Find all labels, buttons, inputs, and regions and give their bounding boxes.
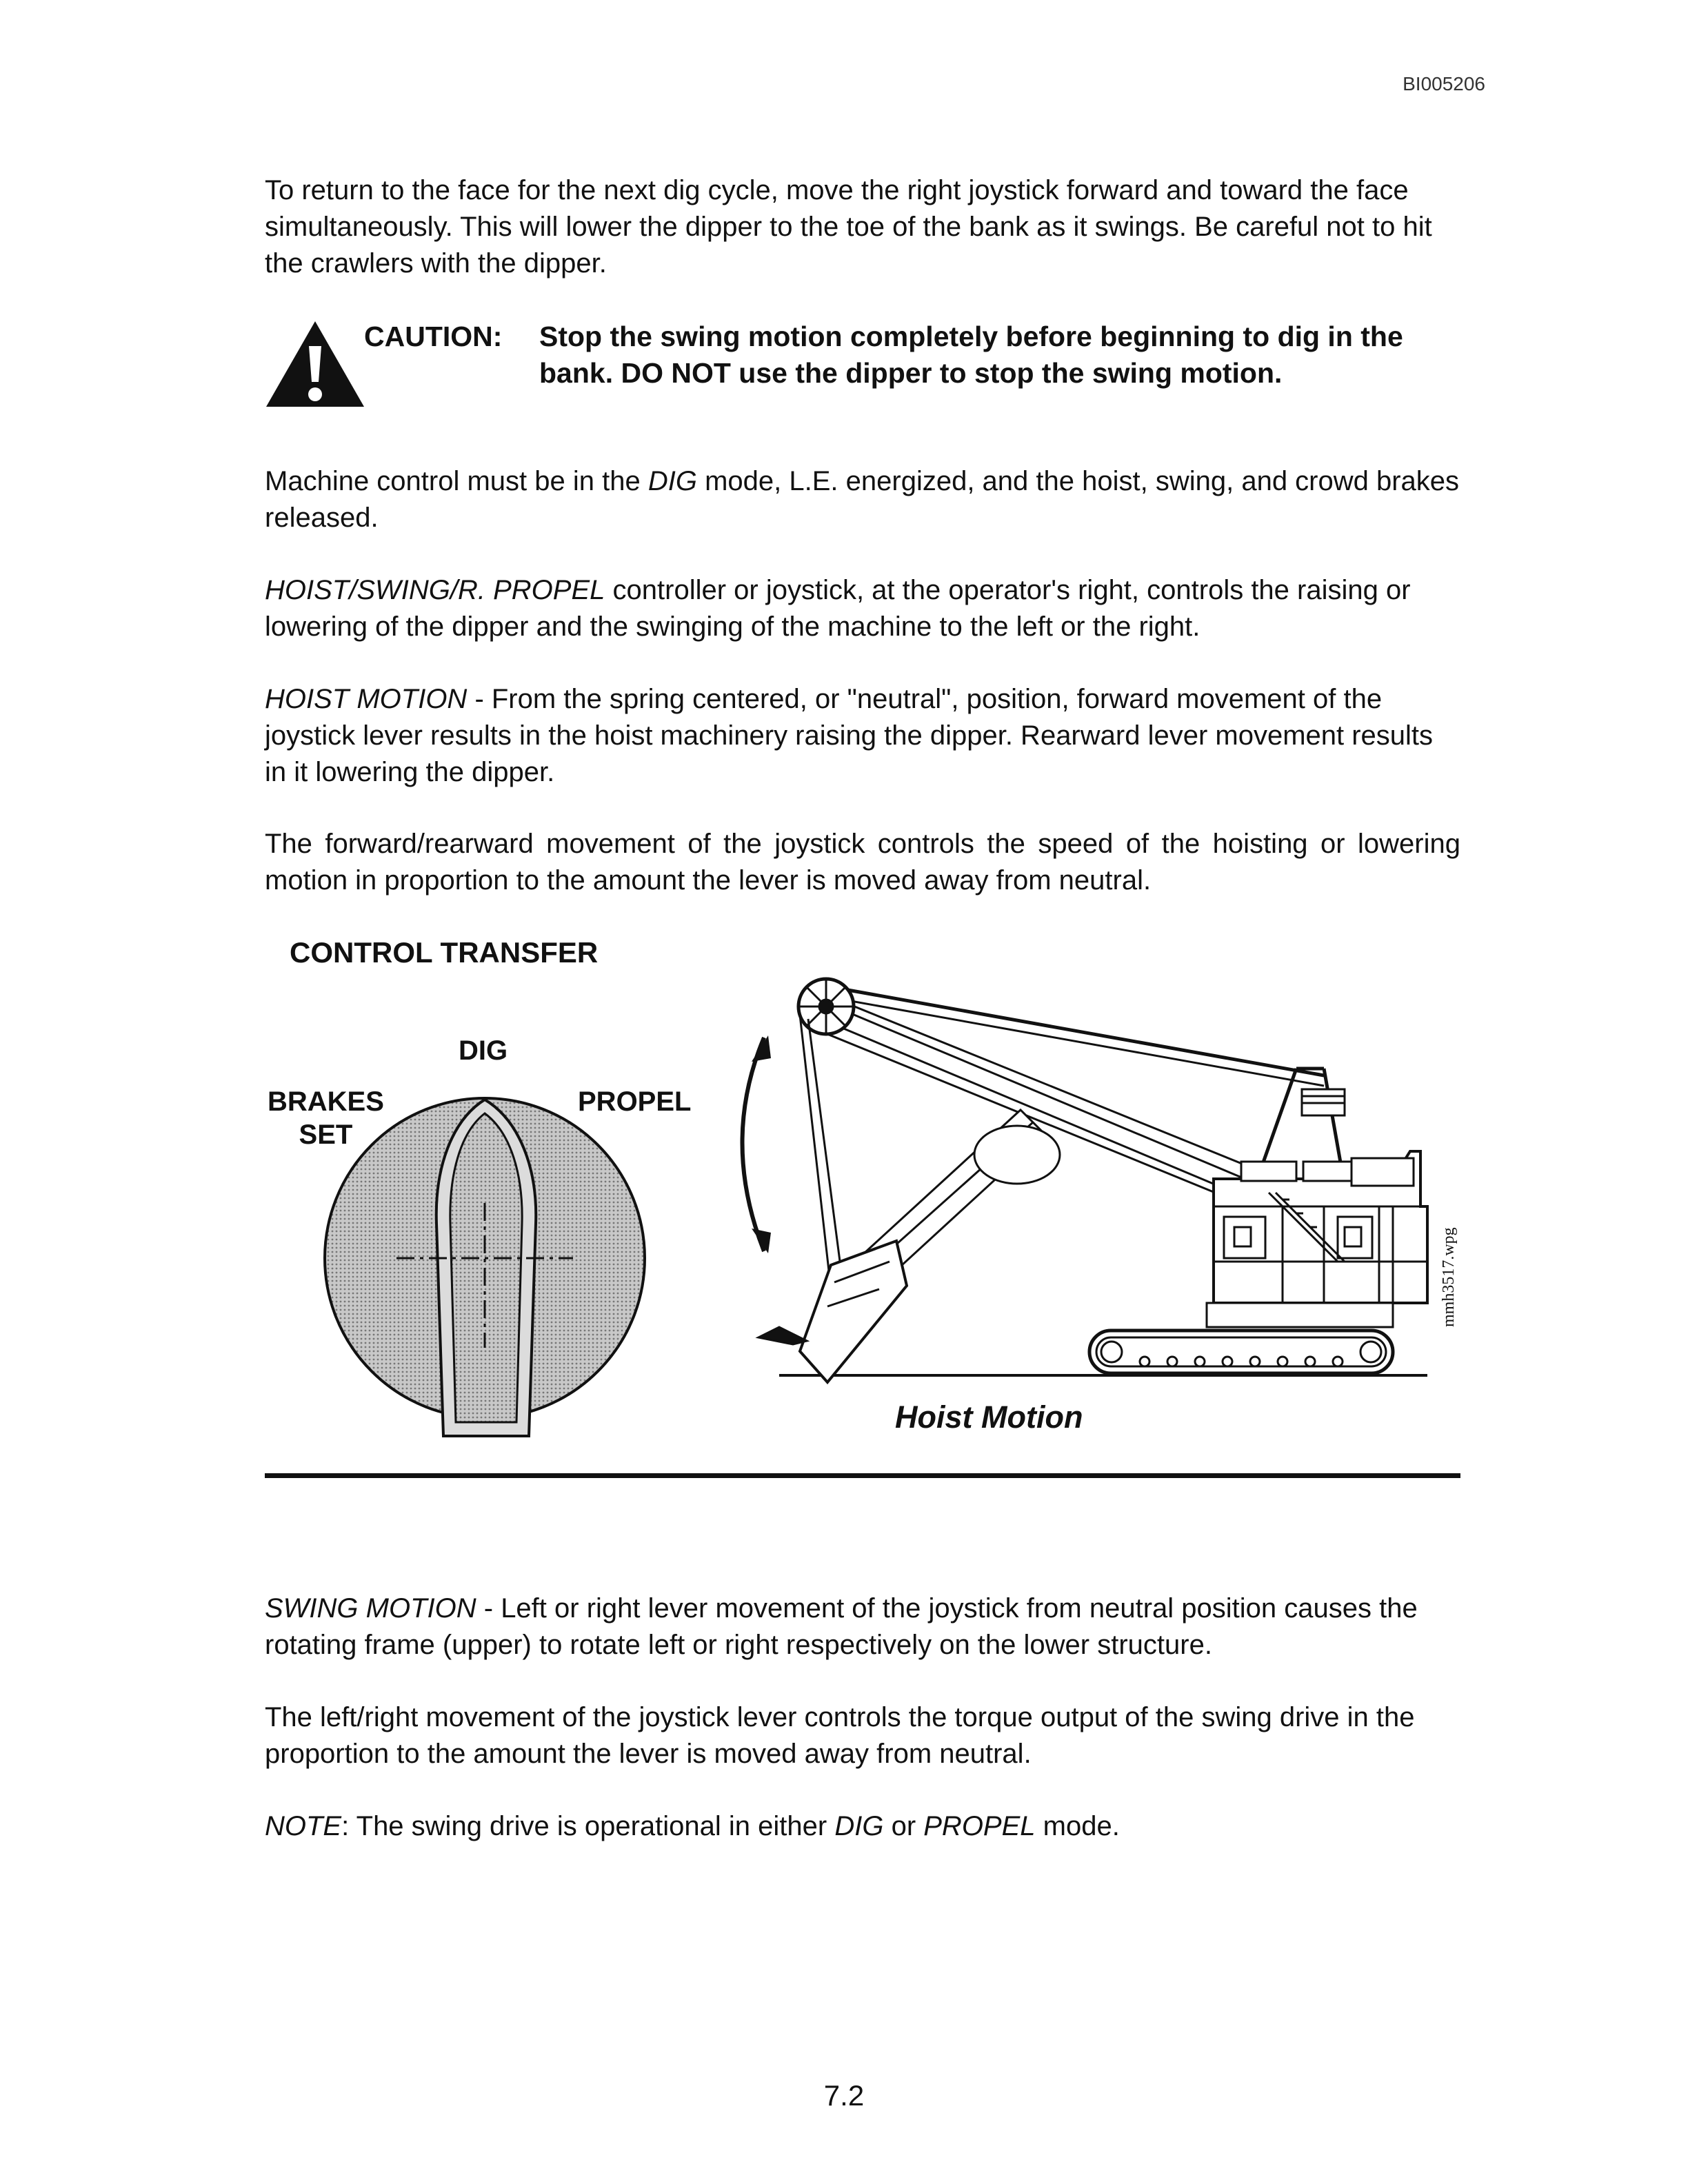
controller-text: controller or joystick, at the operator's right, controls the raising or lowering of the dipper and the swinging of the machine to the left or the right. — [265, 575, 1411, 642]
figure-caption: Hoist Motion — [895, 1399, 1083, 1435]
machine-control-text-start: Machine control must be in the — [265, 466, 648, 496]
swing-motion-text: - Left or right lever movement of the joystick from neutral position causes the rotating frame (upper) to rotate left or right respectively on the lower structure. — [265, 1593, 1418, 1660]
warning-triangle-icon — [263, 318, 367, 410]
control-transfer-dial — [314, 1093, 659, 1444]
dial-label-dig: DIG — [459, 1035, 508, 1066]
hoist-speed-paragraph: The forward/rearward movement of the joystick controls the speed of the hoisting or lowering motion in proportion to the amount the lever is moved away from neutral. — [265, 829, 1460, 896]
dial-label-propel: PROPEL — [578, 1086, 692, 1117]
document-id: BI005206 — [1403, 73, 1485, 94]
note-paragraph — [265, 1808, 1460, 1845]
note-propel-term: PROPEL — [923, 1811, 1036, 1841]
dial-label-set: SET — [299, 1120, 353, 1150]
note-label: NOTE — [265, 1811, 342, 1841]
dial-label-brakes: BRAKES — [268, 1086, 384, 1117]
machine-control-text-end: mode, L.E. energized, and the hoist, swing, and crowd brakes released. — [265, 466, 1460, 533]
intro-paragraph: To return to the face for the next dig cycle, move the right joystick forward and toward the face simultaneously. This will lower the dipper to the toe of the bank as it swings. Be careful not to hit the crawlers with the dipper. — [265, 175, 1432, 279]
machine-control-paragraph — [265, 463, 1460, 536]
section-divider — [265, 1473, 1460, 1478]
note-text-end: mode. — [1035, 1811, 1120, 1841]
swing-torque-paragraph: The left/right movement of the joystick lever controls the torque output of the swing drive in the proportion to the amount the lever is moved away from neutral. — [265, 1702, 1415, 1769]
hoist-motion-text: - From the spring centered, or "neutral", position, forward movement of the joystick lever results in the hoist machinery raising the dipper. Rearward lever movement results in it lowering the dipper. — [265, 684, 1434, 787]
swing-motion-term: SWING MOTION — [265, 1593, 476, 1624]
figure-title: CONTROL TRANSFER — [290, 936, 599, 969]
dig-mode-term: DIG — [647, 466, 697, 496]
caution-text: Stop the swing motion completely before beginning to dig in the bank. DO NOT use the dipper to stop the swing motion. — [539, 321, 1403, 389]
controller-term: HOIST/SWING/R. PROPEL — [265, 575, 605, 605]
hoist-motion-paragraph — [265, 681, 1460, 791]
swing-motion-paragraph — [265, 1590, 1460, 1664]
note-text-start: : The swing drive is operational in either — [341, 1811, 835, 1841]
page-number: 7.2 — [823, 2079, 865, 2112]
figure-reference: mmh3517.wpg — [1440, 1227, 1458, 1327]
caution-label: CAUTION: — [364, 321, 503, 352]
note-or: or — [883, 1811, 924, 1841]
controller-paragraph — [265, 572, 1460, 645]
shovel-hoist-motion-illustration — [731, 958, 1448, 1406]
note-dig-term: DIG — [834, 1811, 884, 1841]
hoist-motion-term: HOIST MOTION — [265, 684, 468, 714]
